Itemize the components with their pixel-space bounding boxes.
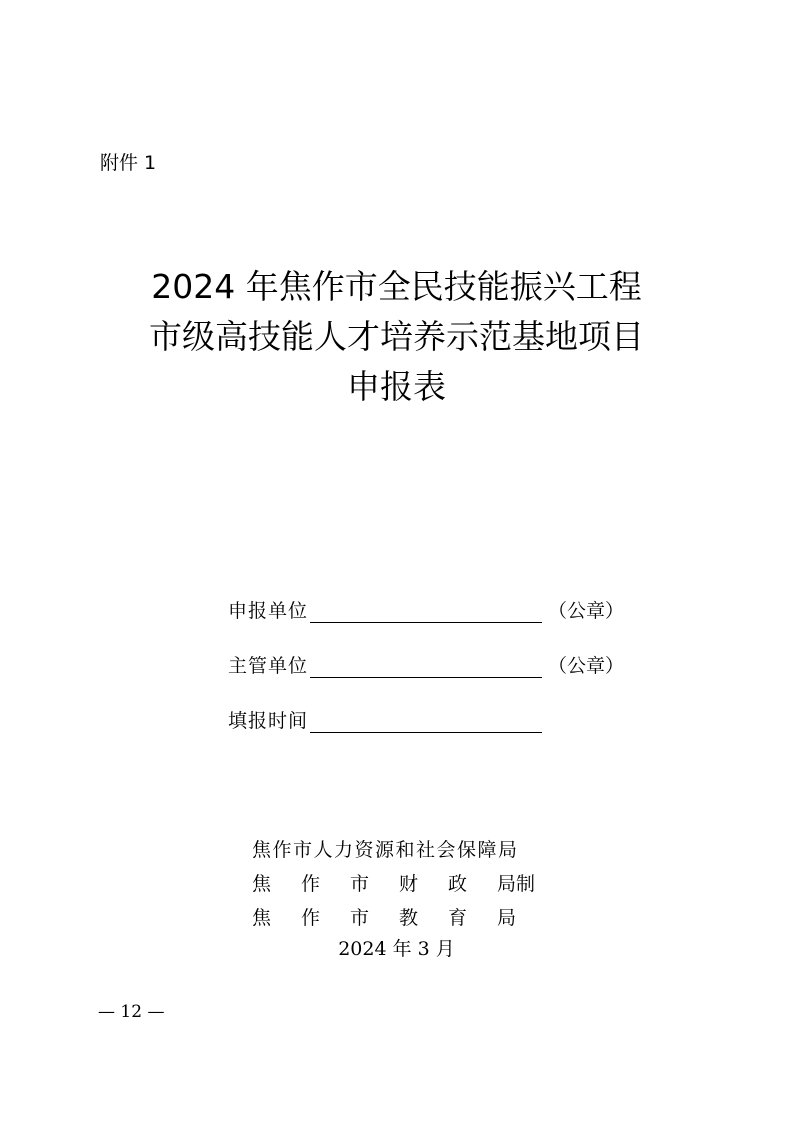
issuer-finance-char: 政	[448, 872, 468, 895]
issue-date: 2024 年 3 月	[338, 938, 455, 960]
issuer-education-char: 教	[399, 906, 419, 929]
page-number: — 12 —	[98, 1002, 165, 1022]
supervisor-row	[228, 648, 648, 678]
date-label: 填报时间	[228, 710, 309, 732]
issuer-finance-char: 市	[350, 872, 370, 895]
issuer-finance-char: 作	[301, 872, 321, 895]
issuer-finance	[252, 865, 535, 899]
application-form	[228, 593, 648, 758]
date-field[interactable]	[310, 710, 542, 733]
supervisor-field[interactable]	[310, 655, 542, 678]
applicant-field[interactable]	[310, 600, 542, 623]
title-line-2: 市级高技能人才培养示范基地项目	[149, 317, 644, 356]
supervisor-label: 主管单位	[228, 655, 309, 677]
issuer-education-char: 育	[448, 906, 468, 929]
supervisor-seal-note: （公章）	[548, 655, 625, 677]
issuer-finance-char: 财	[399, 872, 419, 895]
issuer-finance-char: 焦	[252, 872, 272, 895]
issuer-education-char: 焦	[252, 906, 272, 929]
issuing-authorities	[252, 831, 535, 933]
issuer-education-char: 作	[301, 906, 321, 929]
title-line-3: 申报表	[347, 367, 446, 406]
title-line-1: 2024 年焦作市全民技能振兴工程	[151, 267, 642, 306]
applicant-seal-note: （公章）	[548, 600, 625, 622]
issuer-hrss: 焦作市人力资源和社会保障局	[252, 838, 519, 861]
document-title	[0, 262, 793, 412]
attachment-label: 附件 1	[100, 152, 157, 174]
date-row	[228, 703, 648, 733]
applicant-label: 申报单位	[228, 600, 309, 622]
issuer-finance-char: 局制	[497, 872, 536, 895]
issuer-education-char: 市	[350, 906, 370, 929]
applicant-row	[228, 593, 648, 623]
issuer-education	[252, 899, 535, 933]
issuer-education-char: 局	[497, 906, 517, 929]
